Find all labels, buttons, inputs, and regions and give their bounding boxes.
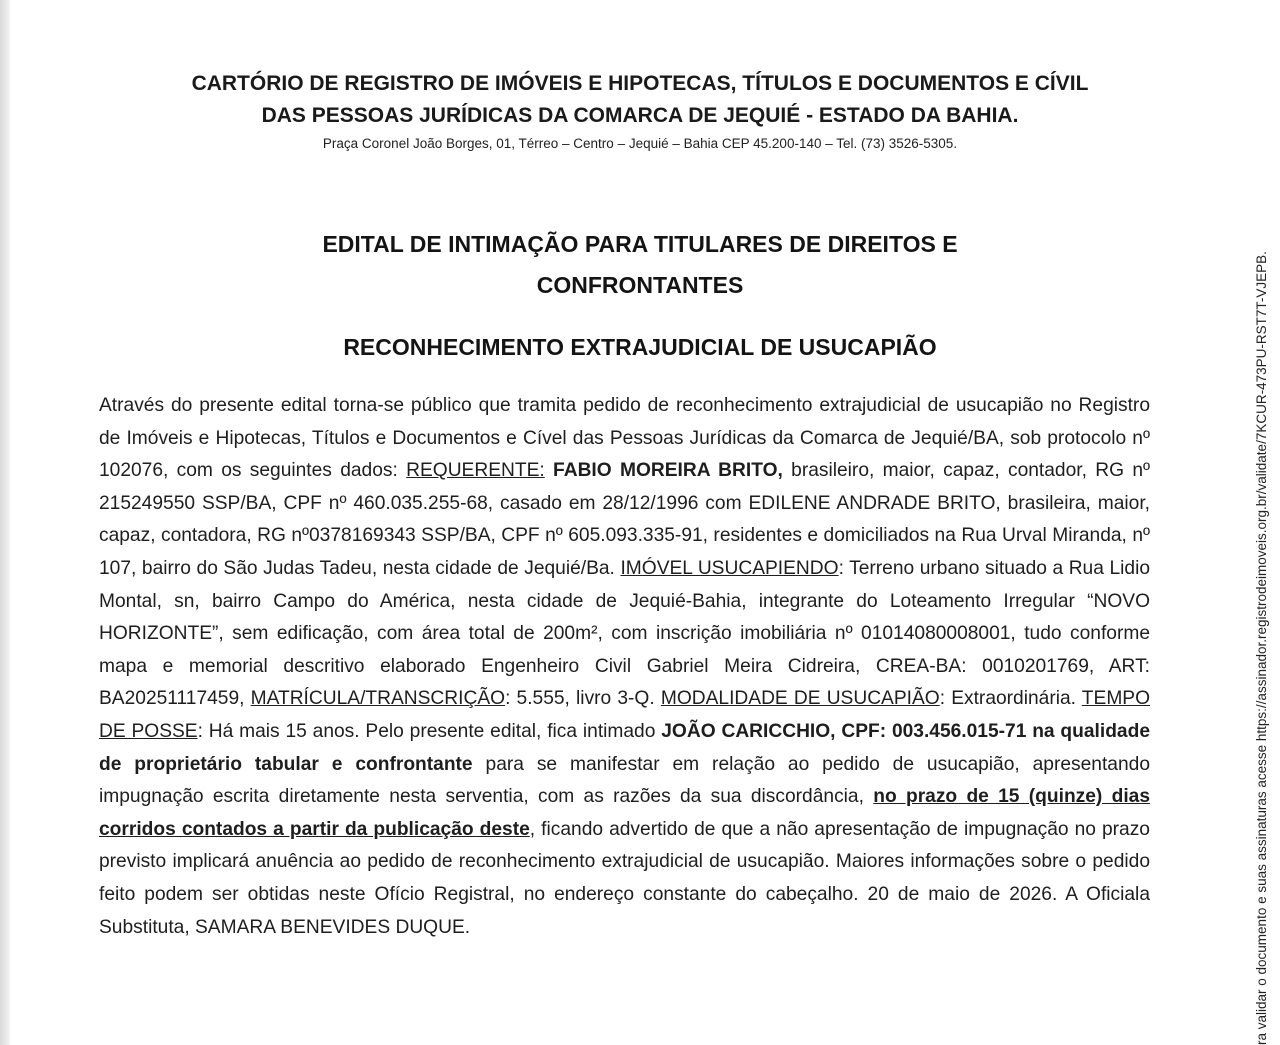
edital-title-line-2: CONFRONTANTES: [536, 272, 744, 298]
imovel-details: : Terreno urbano situado a Rua Lidio Montal, sn, bairro Campo do América, nesta cidade de Jequié-Bahia, integrante do Loteamento Irregular “NOVO HORIZONTE”, sem edificação, com área total de 200m², com inscrição imobiliária nº 01014080008001, tudo conforme mapa e memorial descritivo elaborado Engenheiro Civil Gabriel Meira Cidreira, CREA-BA: 0010201769, ART: BA20251117459,: [99, 557, 1150, 710]
matricula-label: MATRÍCULA/TRANSCRIÇÃO: [250, 688, 506, 710]
requerente-details: brasileiro, maior, capaz, contador, RG nº 215249550 SSP/BA, CPF nº 460.035.255-68, casado em 28/12/1996 com EDILENE ANDRADE BRITO, brasileira, maior, capaz, contadora, RG nº0378169343 SSP/BA, CPF nº 605.093.335-91, residentes e domiciliados na Rua Urval Miranda, nº 107, bairro do São Judas Tadeu, nesta cidade de Jequié/Ba.: [99, 460, 1150, 579]
tempo-posse-label: TEMPO DE POSSE: [99, 688, 1151, 742]
modalidade-label: MODALIDADE DE USUCAPIÃO: [660, 688, 940, 710]
requerente-name: FABIO MOREIRA BRITO,: [553, 460, 783, 482]
modalidade-details: : Extraordinária.: [939, 688, 1082, 710]
edital-title-line-1: EDITAL DE INTIMAÇÃO PARA TITULARES DE DIREITOS E: [322, 231, 958, 257]
requerente-label: REQUERENTE:: [406, 460, 545, 482]
edital-body: [99, 390, 1150, 944]
registry-header: [100, 68, 1180, 154]
page-edge-shadow: [0, 0, 10, 1045]
edital-subtitle: RECONHECIMENTO EXTRAJUDICIAL DE USUCAPIÃO: [343, 334, 937, 360]
deadline-text: no prazo de 15 (quinze) dias corridos contados a partir da publicação deste: [99, 786, 1151, 840]
intimado-party: JOÃO CARICCHIO, CPF: 003.456.015-71 na qualidade de proprietário tabular e confrontante: [99, 720, 1150, 775]
body-intro: Através do presente edital torna-se público que tramita pedido de reconhecimento extrajudicial de usucapião no Registro de Imóveis e Hipotecas, Títulos e Documentos e Cível das Pessoas Jurídicas da Comarca de Jequié/BA, sob protocolo nº 102076, com os seguintes dados:: [99, 395, 1150, 482]
matricula-details: : 5.555, livro 3-Q.: [505, 688, 661, 710]
manifestation-text: para se manifestar em relação ao pedido de usucapião, apresentando impugnação escrita diretamente nesta serventia, com as razões da sua discordância,: [99, 753, 1150, 808]
header-address: Praça Coronel João Borges, 01, Térreo – Centro – Jequié – Bahia CEP 45.200-140 – Tel. (73) 3526-5305.: [322, 136, 958, 151]
tempo-posse-details: : Há mais 15 anos. Pelo presente edital, fica intimado: [197, 720, 662, 742]
header-line-1: CARTÓRIO DE REGISTRO DE IMÓVEIS E HIPOTECAS, TÍTULOS E DOCUMENTOS E CÍVIL: [191, 72, 1089, 95]
validation-side-note: ra validar o documento e suas assinaturas acesse https://assinador.registrodeimoveis.org.br/validate/7KCUR-473PU-RST7T-VJEPB.: [1254, 251, 1269, 1045]
closing-text: , ficando advertido de que a não apresentação de impugnação no prazo previsto implicará anuência ao pedido de reconhecimento extrajudicial de usucapião. Maiores informações sobre o pedido feito podem ser obtidas neste Ofício Registral, no endereço constante do cabeçalho. 20 de maio de 2026. A Oficiala Substituta, SAMARA BENEVIDES DUQUE.: [99, 818, 1150, 938]
edital-title: [100, 224, 1180, 306]
header-line-2: DAS PESSOAS JURÍDICAS DA COMARCA DE JEQUIÉ - ESTADO DA BAHIA.: [261, 104, 1019, 127]
imovel-label: IMÓVEL USUCAPIENDO: [620, 557, 839, 579]
